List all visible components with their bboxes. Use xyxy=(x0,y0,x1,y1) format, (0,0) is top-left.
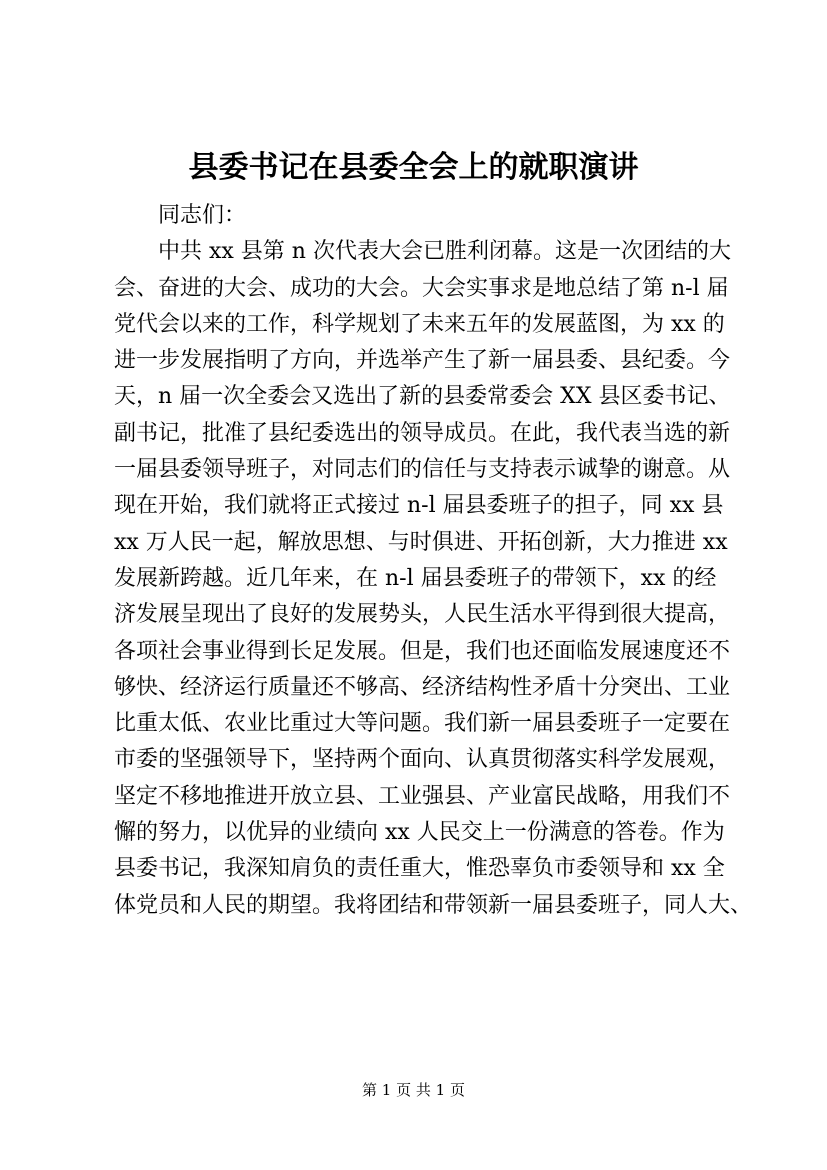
document-body xyxy=(114,198,753,924)
paragraph-line: 县委书记，我深知肩负的责任重大，惟恐辜负市委领导和 xx 全 xyxy=(114,856,725,882)
greeting-line: 同志们： xyxy=(158,203,247,228)
paragraph-line: 进一步发展指明了方向，并选举产生了新一届县委、县纪委。今 xyxy=(114,348,731,374)
paragraph-line: 中共 xx 县第 n 次代表大会已胜利闭幕。这是一次团结的大 xyxy=(158,239,731,265)
paragraph-line: 副书记，批准了县纪委选出的领导成员。在此，我代表当选的新 xyxy=(114,420,731,446)
paragraph-line: 懈的努力，以优异的业绩向 xx 人民交上一份满意的答卷。作为 xyxy=(114,820,725,846)
paragraph-line: 各项社会事业得到长足发展。但是，我们也还面临发展速度还不 xyxy=(114,638,731,664)
paragraph-line: 体党员和人民的期望。我将团结和带领新一届县委班子，同人大、 xyxy=(114,892,753,918)
paragraph-line: 党代会以来的工作，科学规划了未来五年的发展蓝图，为 xx 的 xyxy=(114,311,725,337)
paragraph-line: 天，n 届一次全委会又选出了新的县委常委会 XX 县区委书记、 xyxy=(114,384,731,410)
document-title: 县委书记在县委全会上的就职演讲 xyxy=(188,150,639,185)
paragraph-line: xx 万人民一起，解放思想、与时俱进、开拓创新，大力推进 xx xyxy=(114,529,728,555)
paragraph-line: 会、奋进的大会、成功的大会。大会实事求是地总结了第 n-l 届 xyxy=(114,275,729,301)
paragraph-line: 坚定不移地推进开放立县、工业强县、产业富民战略，用我们不 xyxy=(114,783,731,809)
paragraph-line: 一届县委领导班子，对同志们的信任与支持表示诚挚的谢意。从 xyxy=(114,457,731,483)
paragraph-line: 市委的坚强领导下，坚持两个面向、认真贯彻落实科学发展观， xyxy=(114,747,731,773)
page-number-footer: 第 1 页 共 1 页 xyxy=(362,1081,465,1099)
paragraph-line: 现在开始，我们就将正式接过 n-l 届县委班子的担子，同 xx 县 xyxy=(114,493,724,519)
paragraph-line: 济发展呈现出了良好的发展势头，人民生活水平得到很大提高， xyxy=(114,602,731,628)
paragraph-line: 够快、经济运行质量还不够高、经济结构性矛盾十分突出、工业 xyxy=(114,674,731,700)
paragraph-line: 发展新跨越。近几年来，在 n-l 届县委班子的带领下，xx 的经 xyxy=(114,565,717,591)
paragraph-line: 比重太低、农业比重过大等问题。我们新一届县委班子一定要在 xyxy=(114,711,731,737)
